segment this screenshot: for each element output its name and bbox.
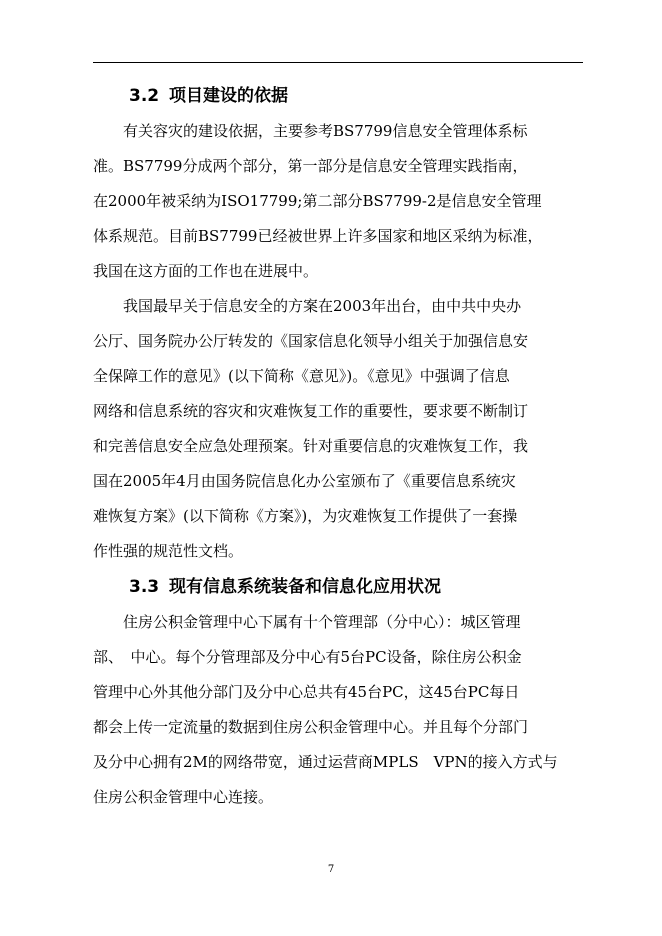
text-line: 都会上传一定流量的数据到住房公积金管理中心。并且每个分部门	[93, 718, 529, 736]
text-line: 全保障工作的意见》(以下简称《意见》)。《意见》中强调了信息	[93, 367, 510, 385]
page-content	[93, 78, 583, 815]
text-line: 网络和信息系统的容灾和灾难恢复工作的重要性，要求要不断制订	[93, 402, 529, 420]
text-line: 准。BS7799分成两个部分，第一部分是信息安全管理实践指南，	[93, 157, 528, 175]
text-line: 住房公积金管理中心下属有十个管理部（分中心）：城区管理	[93, 613, 521, 631]
text-line: 国在2005年4月由国务院信息化办公室颁布了《重要信息系统灾	[93, 472, 516, 490]
text-line: 有关容灾的建设依据，主要参考BS7799信息安全管理体系标	[93, 122, 528, 140]
text-line: 管理中心外其他分部门及分中心总共有45台PC，这45台PC每日	[93, 683, 520, 701]
header-rule	[93, 62, 583, 63]
page-number: 7	[327, 864, 335, 875]
paragraph-national-policy	[93, 289, 583, 569]
section-title: 现有信息系统装备和信息化应用状况	[169, 577, 441, 597]
text-line: 及分中心拥有2M的网络带宽，通过运营商MPLS VPN的接入方式与	[93, 753, 558, 771]
section-title: 项目建设的依据	[169, 86, 288, 106]
section-heading-3-3	[93, 569, 583, 605]
text-line: 公厅、国务院办公厅转发的《国家信息化领导小组关于加强信息安	[93, 332, 529, 350]
text-line: 在2000年被采纳为ISO17799;第二部分BS7799-2是信息安全管理	[93, 192, 542, 210]
section-number: 3.3	[129, 577, 160, 597]
text-line: 体系规范。目前BS7799已经被世界上许多国家和地区采纳为标准，	[93, 227, 543, 245]
paragraph-disaster-recovery-basis	[93, 114, 583, 289]
section-heading-3-2	[93, 78, 583, 114]
text-line: 和完善信息安全应急处理预案。针对重要信息的灾难恢复工作，我	[93, 437, 529, 455]
text-line: 作性强的规范性文档。	[93, 542, 244, 560]
paragraph-current-systems	[93, 605, 583, 815]
text-line: 部、 中心。每个分管理部及分中心有5台PC设备，除住房公积金	[93, 648, 522, 666]
text-line: 难恢复方案》(以下简称《方案》)，为灾难恢复工作提供了一套操	[93, 507, 518, 525]
text-line: 我国在这方面的工作也在进展中。	[93, 262, 319, 280]
text-line: 住房公积金管理中心连接。	[93, 788, 274, 806]
text-line: 我国最早关于信息安全的方案在2003年出台，由中共中央办	[93, 297, 522, 315]
section-number: 3.2	[129, 86, 160, 106]
